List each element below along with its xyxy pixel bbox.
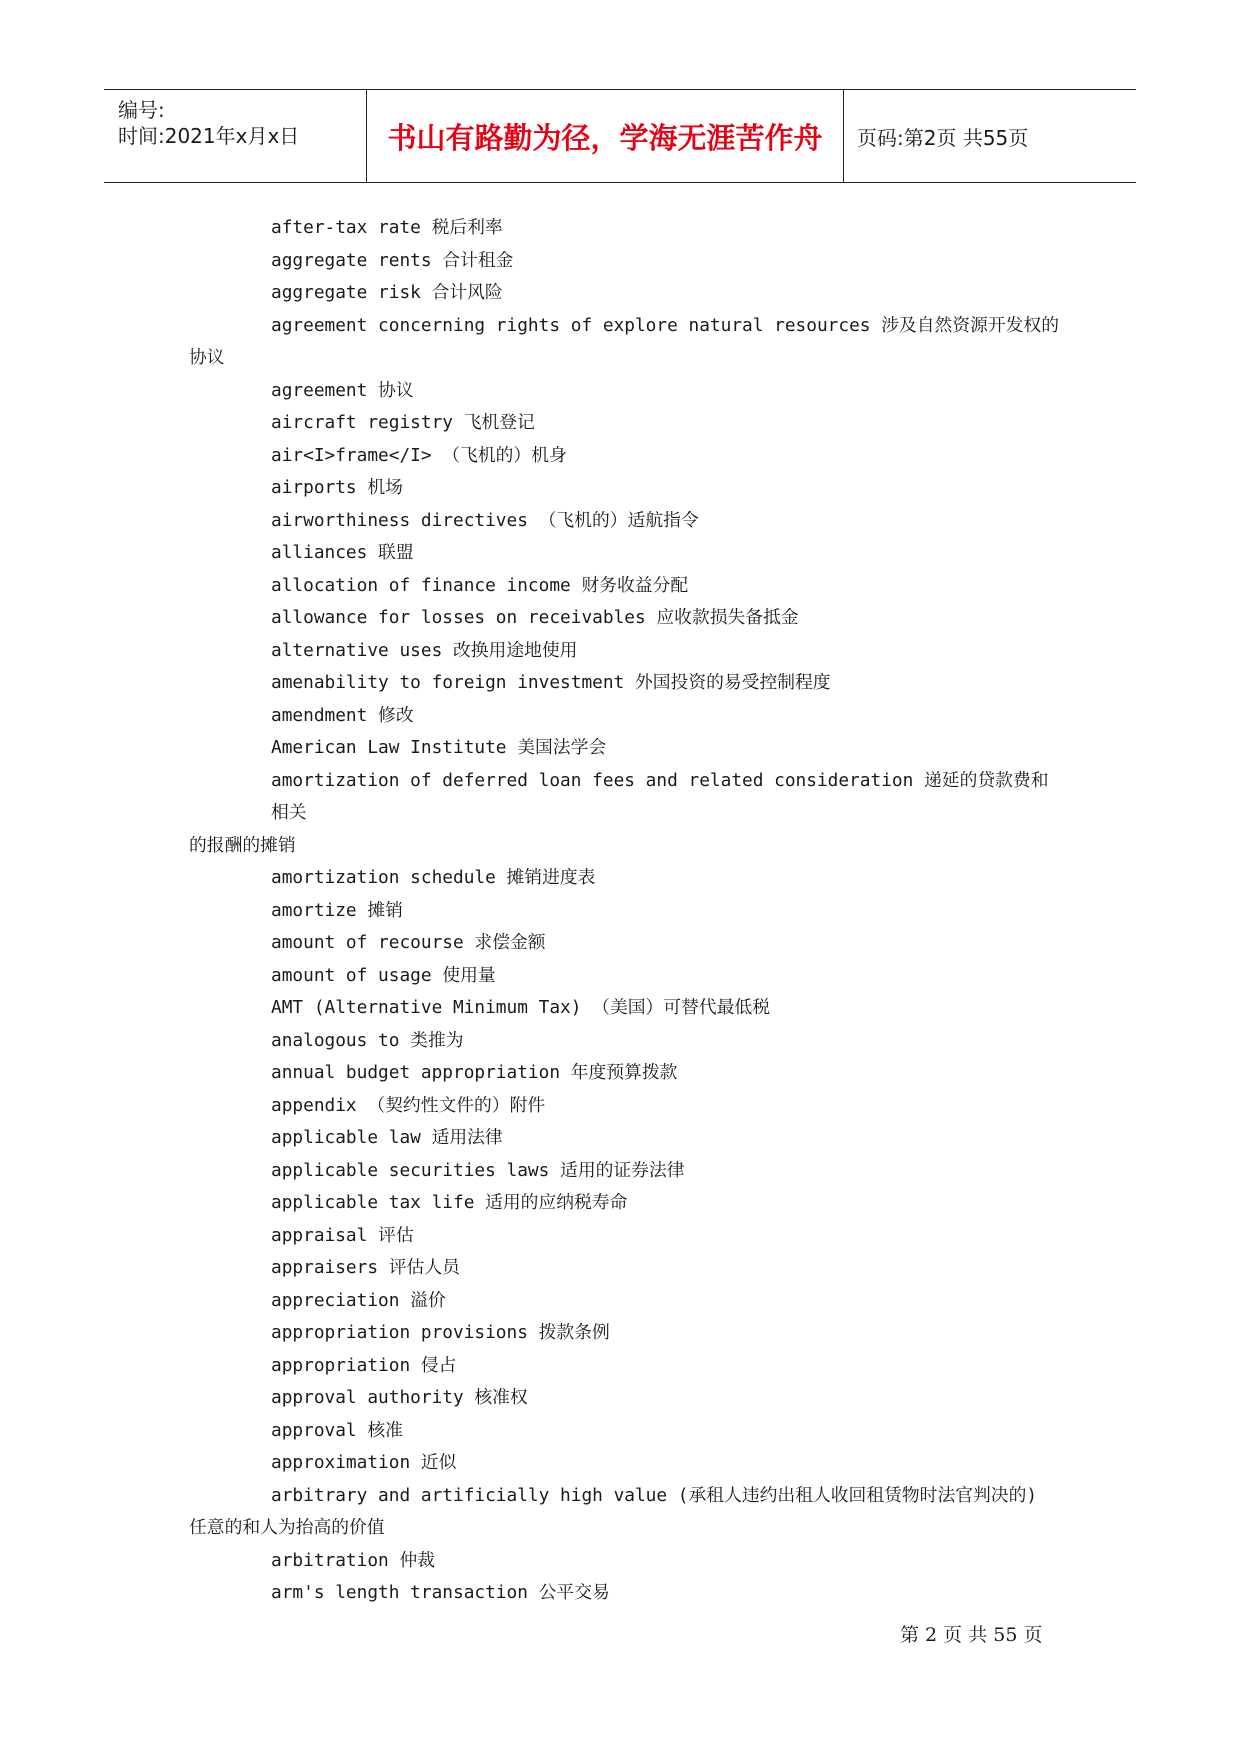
glossary-entry xyxy=(189,1317,1059,1350)
entry-text: airports 机场 xyxy=(271,477,403,498)
glossary-entry xyxy=(189,1382,1059,1415)
glossary-entry xyxy=(189,667,1059,700)
glossary-entry xyxy=(189,1252,1059,1285)
glossary-entry xyxy=(189,732,1059,765)
entry-text: alliances 联盟 xyxy=(271,542,414,563)
glossary-entry xyxy=(189,212,1059,245)
glossary-entry xyxy=(189,895,1059,928)
document-date: 时间:2021年x月x日 xyxy=(118,124,300,148)
entry-text: amortize 摊销 xyxy=(271,899,403,921)
entry-text: allowance for losses on receivables 应收款损失备抵金 xyxy=(271,607,799,628)
entry-text: approval authority 核准权 xyxy=(271,1387,528,1408)
glossary-entry xyxy=(189,700,1059,733)
entry-text: amortization of deferred loan fees and related consideration 递延的贷款费和相关 xyxy=(271,769,1049,823)
glossary-entry xyxy=(189,1025,1059,1058)
glossary-entry xyxy=(189,245,1059,278)
entry-text: aggregate risk 合计风险 xyxy=(271,282,503,303)
entry-text: appropriation provisions 拨款条例 xyxy=(271,1322,610,1343)
entry-text: appraisal 评估 xyxy=(271,1224,414,1246)
glossary-entry xyxy=(189,1155,1059,1188)
page-header xyxy=(104,89,1136,183)
entry-text: agreement concerning rights of explore natural resources 涉及自然资源开发权的 xyxy=(271,314,1060,336)
glossary-entry xyxy=(189,992,1059,1025)
entry-text: appendix （契约性文件的）附件 xyxy=(271,1094,546,1116)
glossary-entry xyxy=(189,1545,1059,1578)
glossary-entry xyxy=(189,310,1059,375)
glossary-entry xyxy=(189,407,1059,440)
entry-text: amenability to foreign investment 外国投资的易受控制程度 xyxy=(271,672,831,693)
entry-text: arbitration 仲裁 xyxy=(271,1549,436,1571)
entry-continuation: 任意的和人为抬高的价值 xyxy=(189,1517,385,1538)
glossary-entry xyxy=(189,1285,1059,1318)
entry-text: amount of usage 使用量 xyxy=(271,964,496,986)
entry-text: appraisers 评估人员 xyxy=(271,1257,460,1278)
glossary-entry xyxy=(189,960,1059,993)
glossary-entry xyxy=(189,440,1059,473)
glossary-entry xyxy=(189,1480,1059,1545)
header-left-cell xyxy=(104,90,367,182)
glossary-entry xyxy=(189,1415,1059,1448)
entry-text: annual budget appropriation 年度预算拨款 xyxy=(271,1062,678,1083)
entry-text: aircraft registry 飞机登记 xyxy=(271,412,535,433)
entry-text: allocation of finance income 财务收益分配 xyxy=(271,574,689,596)
glossary-entry xyxy=(189,1057,1059,1090)
glossary-entry xyxy=(189,602,1059,635)
entry-text: applicable tax life 适用的应纳税寿命 xyxy=(271,1192,628,1213)
entry-continuation: 协议 xyxy=(189,347,225,368)
header-right-cell xyxy=(844,90,1136,182)
entry-text: amortization schedule 摊销进度表 xyxy=(271,867,596,888)
glossary-entry xyxy=(189,1220,1059,1253)
entry-continuation: 的报酬的摊销 xyxy=(189,834,296,856)
entry-text: approximation 近似 xyxy=(271,1452,457,1473)
glossary-entry xyxy=(189,472,1059,505)
page-footer: 第 2 页 共 55 页 xyxy=(900,1624,1043,1646)
glossary-entry xyxy=(189,1122,1059,1155)
entry-text: arm's length transaction 公平交易 xyxy=(271,1582,610,1603)
entry-text: after-tax rate 税后利率 xyxy=(271,217,503,238)
glossary-entry xyxy=(189,277,1059,310)
entry-text: analogous to 类推为 xyxy=(271,1029,464,1051)
header-page-info: 页码:第2页 共55页 xyxy=(857,126,1029,150)
entry-text: appropriation 侵占 xyxy=(271,1354,457,1376)
entry-text: alternative uses 改换用途地使用 xyxy=(271,639,578,661)
entry-text: appreciation 溢价 xyxy=(271,1289,446,1311)
glossary-entry xyxy=(189,375,1059,408)
entry-text: applicable law 适用法律 xyxy=(271,1127,503,1148)
entry-text: approval 核准 xyxy=(271,1419,403,1441)
entry-text: arbitrary and artificially high value (承租人违约出租人收回租赁物时法官判决的) xyxy=(271,1484,1038,1506)
glossary-entry xyxy=(189,765,1059,863)
glossary-entry xyxy=(189,1350,1059,1383)
entry-text: airworthiness directives （飞机的）适航指令 xyxy=(271,509,699,531)
glossary-entry xyxy=(189,862,1059,895)
entry-text: air<I>frame</I> （飞机的）机身 xyxy=(271,444,567,466)
entry-text: applicable securities laws 适用的证券法律 xyxy=(271,1159,685,1181)
glossary-entry xyxy=(189,570,1059,603)
entry-text: AMT (Alternative Minimum Tax) （美国）可替代最低税 xyxy=(271,997,770,1018)
glossary-entry xyxy=(189,1577,1059,1610)
header-center-cell xyxy=(367,90,844,182)
glossary-entry xyxy=(189,635,1059,668)
glossary-entry xyxy=(189,1447,1059,1480)
glossary-entry xyxy=(189,1090,1059,1123)
glossary-entry xyxy=(189,927,1059,960)
glossary-list xyxy=(189,212,1059,1610)
entry-text: American Law Institute 美国法学会 xyxy=(271,737,607,758)
glossary-entry xyxy=(189,537,1059,570)
entry-text: amount of recourse 求偿金额 xyxy=(271,932,546,953)
entry-text: aggregate rents 合计租金 xyxy=(271,249,514,271)
glossary-entry xyxy=(189,1187,1059,1220)
header-motto: 书山有路勤为径，学海无涯苦作舟 xyxy=(387,121,823,155)
entry-text: agreement 协议 xyxy=(271,379,414,401)
glossary-entry xyxy=(189,505,1059,538)
document-number-label: 编号: xyxy=(118,98,165,122)
entry-text: amendment 修改 xyxy=(271,704,414,726)
